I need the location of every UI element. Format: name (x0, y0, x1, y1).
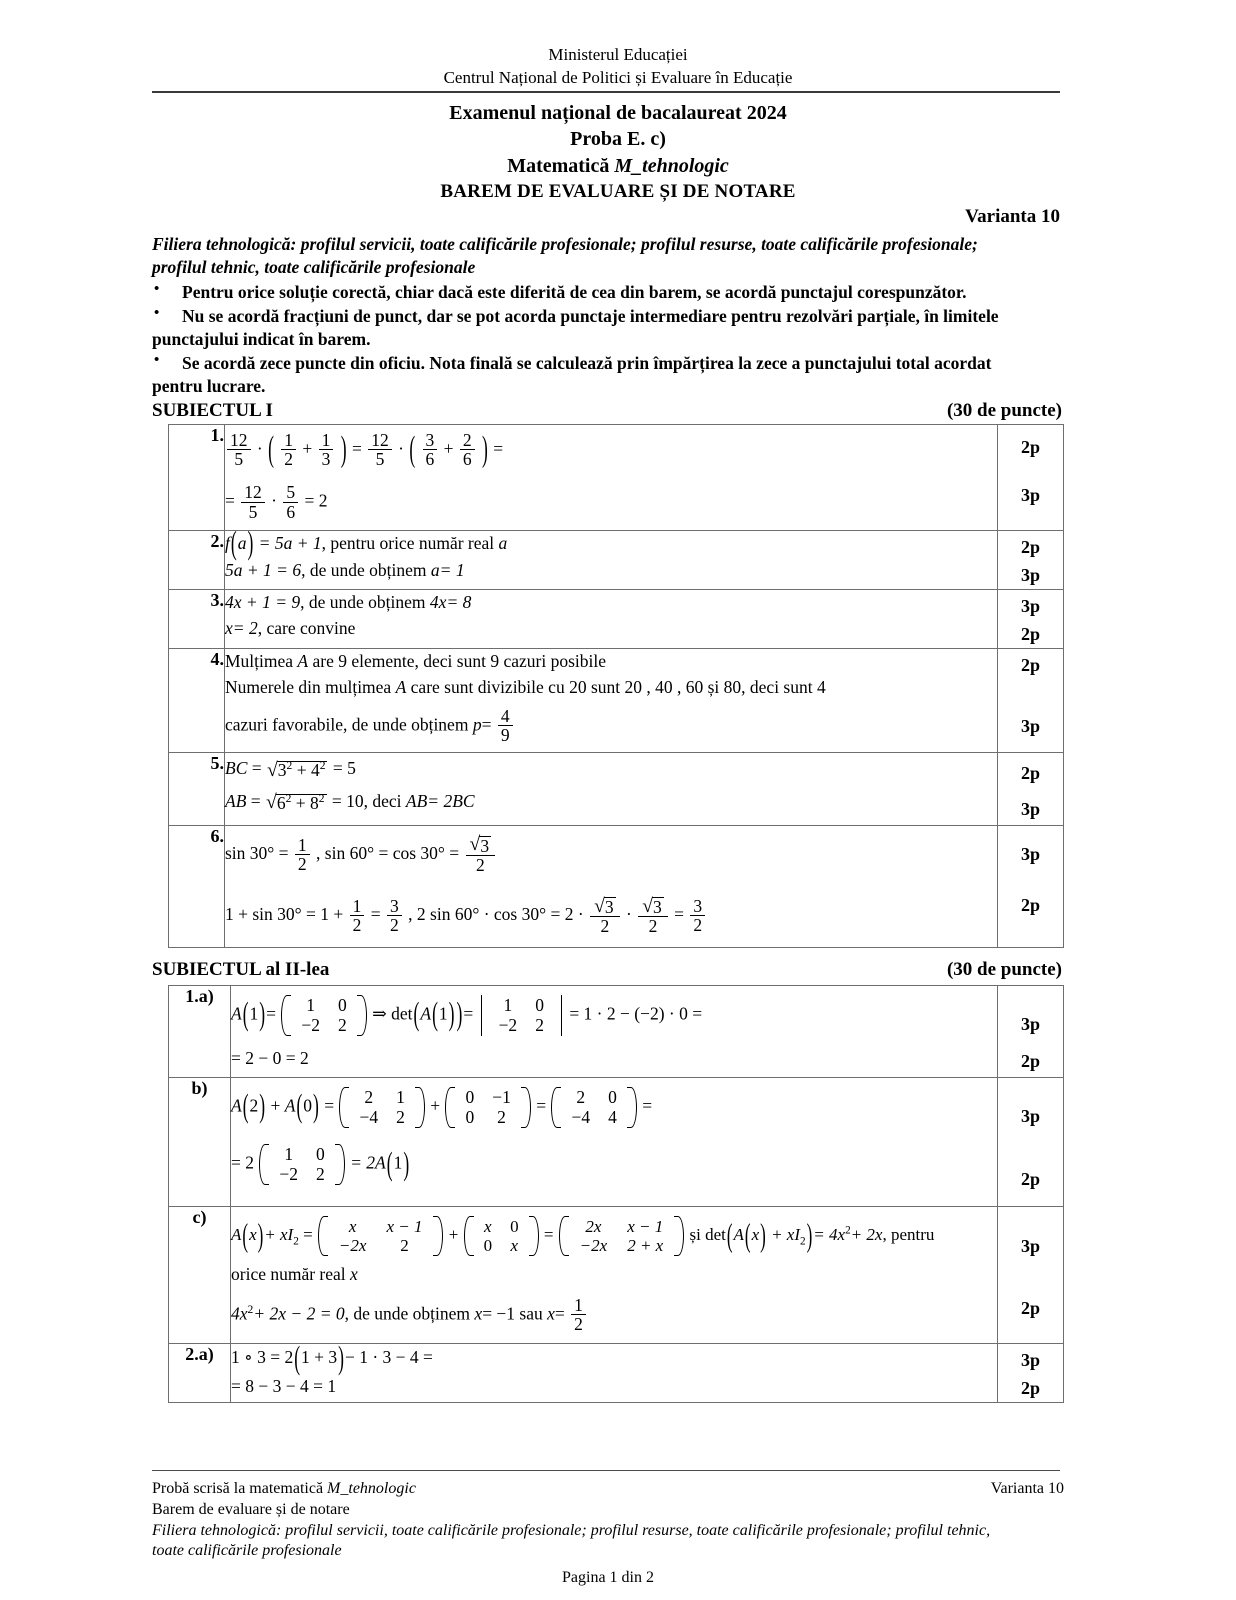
rule-text-cont: pentru lucrare. (152, 376, 266, 397)
footer-line-1 (152, 1479, 1064, 1500)
subject-2-table (168, 985, 1064, 1403)
item-number: c) (169, 1207, 231, 1344)
masthead (152, 44, 1084, 89)
solution-step: AB = √ $6^2 + 8^2 = 10$, deci AB= 2BC (225, 790, 475, 814)
ministry-line: Ministerul Educației (548, 45, 688, 64)
item-number: 6. (169, 826, 225, 948)
points-cell (998, 1207, 1064, 1344)
rule-text: Nu se acordă fracțiuni de punct, dar se pot acorda punctaje intermediare pentru rezolvări parțiale, în limitele (182, 306, 999, 327)
points-value: 2p (1020, 1298, 1040, 1318)
solution-cell (231, 986, 998, 1078)
item-number: 2.a) (169, 1343, 231, 1402)
points-value: 2p (1020, 763, 1040, 784)
solution-cell (231, 1337, 998, 1402)
filiera-line-1: Filiera tehnologică: profilul servicii, toate calificările profesionale; profilul resurse, toate calificările profesionale; (152, 234, 978, 254)
solution-step: = 8 − 3 − 4 = 1 (231, 1375, 337, 1396)
points-cell (998, 1343, 1064, 1402)
table-row (169, 753, 1064, 826)
points-value: 3p (1020, 1106, 1040, 1126)
list-item (152, 305, 1064, 351)
points-value: 3p (1020, 844, 1040, 865)
solution-cell (231, 1207, 998, 1344)
solution-step: BC = √ $3^2 + 4^2 = 5$ (225, 758, 356, 781)
item-number: 1.a) (169, 986, 231, 1078)
solution-step: cazuri favorabile, de unde obținem p= $\frac{4}{9}$ (225, 700, 997, 752)
varianta-label: Varianta 10 (965, 206, 1060, 227)
table-row (169, 648, 1064, 752)
subject-2-points: (30 de puncte) (946, 959, 1062, 980)
table-row (169, 589, 1064, 648)
title-block (152, 100, 1084, 204)
matrix: x 0 0 x (464, 1217, 539, 1255)
solution-cell (225, 753, 998, 826)
matrix: 2x x − 1 −2x 2 + x (559, 1217, 685, 1255)
matrix: 1 0 −2 2 (259, 1145, 344, 1184)
footer-line-3: Filiera tehnologică: profilul servicii, toate calificările profesionale; profilul resurse, toate calificările profesionale; profilul tehnic, (152, 1521, 991, 1539)
subject-2-title: SUBIECTUL al II-lea (152, 959, 330, 980)
solution-step: $4x^2+ 2x - 2 = 0$, de unde obținem x= −1 sau x= $\frac{1}{2}$ (231, 1288, 997, 1343)
rule-text: Pentru orice soluție corectă, chiar dacă este diferită de cea din barem, se acordă punctajul corespunzător. (182, 282, 967, 302)
points-value: 3p (1020, 595, 1040, 616)
subject-label: Matematică M_tehnologic (507, 154, 729, 177)
points-cell (998, 425, 1064, 531)
bullet-icon: • (154, 352, 160, 369)
solution-step: 1 + sin 30° = 1 + $\frac{1}{2}$ = $\frac{3}{2}$ , 2 sin 60° · cos 30° = 2 · √ 3 2 · √ 3 2 = $\frac{3}{2}$ (225, 885, 997, 946)
footer-line-2: Barem de evaluare și de notare (152, 1500, 350, 1518)
points-value: 2p (1020, 536, 1040, 557)
footer-varianta: Varianta 10 (990, 1480, 1064, 1497)
solution-step: orice număr real x (231, 1264, 358, 1285)
proba-label: Proba E. c) (570, 128, 666, 151)
filiera-line-2: profilul tehnic, toate calificările profesionale (152, 257, 476, 278)
matrix: x x − 1 −2x 2 (318, 1217, 444, 1255)
solution-step: $\frac{12}{5}$ · ( $\frac{1}{2}$ + $\frac{1}{3}$ ) = $\frac{12}{5}$ · ( $\frac{3}{6}$ + $\frac{2}{6}$ ) = (225, 425, 997, 477)
matrix: 1 0 −2 2 (281, 996, 366, 1035)
points-value: 2p (1020, 623, 1040, 644)
item-number: 2. (169, 530, 225, 589)
bullet-icon: • (154, 305, 160, 322)
table-row (169, 986, 1064, 1078)
points-cell (998, 648, 1064, 752)
subject-1-title: SUBIECTUL I (152, 400, 273, 421)
points-value: 2p (1020, 654, 1040, 675)
points-value: 2p (1020, 1377, 1040, 1398)
rule-text-cont: punctajului indicat în barem. (152, 329, 371, 350)
page-number: Pagina 1 din 2 (562, 1569, 654, 1587)
grading-rules-list (152, 281, 1064, 399)
matrix: 2 0 −4 4 (551, 1088, 636, 1127)
item-number: 3. (169, 589, 225, 648)
subject-2-heading (152, 959, 1062, 981)
barem-title: BAREM DE EVALUARE ȘI DE NOTARE (440, 181, 796, 203)
page-footer (152, 1479, 1064, 1589)
points-value: 2p (1020, 1051, 1040, 1071)
footer-exam-label: Probă scrisă la matematică M_tehnologic (152, 1480, 416, 1497)
solution-step: = 2 − 0 = 2 (231, 1048, 309, 1069)
points-cell (998, 589, 1064, 648)
list-item (152, 281, 1064, 304)
table-row (169, 826, 1064, 948)
solution-cell (225, 826, 998, 948)
points-value: 3p (1020, 564, 1040, 585)
solution-cell (231, 1078, 998, 1207)
solution-step: $A(x)+ xI_2$ = x x − 1 −2x 2 + x 0 0 x = 2x x − 1 −2x 2 + x și $\det(A(x) + xI_2)= 4x^2+ 2x$, pentru (231, 1217, 935, 1256)
subject-1-table (168, 424, 1064, 948)
table-row (169, 1078, 1064, 1207)
points-value: 2p (1020, 437, 1040, 457)
filiera-note (152, 233, 1064, 279)
subject-code: M_tehnologic (614, 154, 729, 177)
determinant: 1 0 −2 2 (479, 996, 564, 1035)
points-value: 3p (1020, 1236, 1040, 1256)
subject-1-points: (30 de puncte) (946, 400, 1062, 421)
solution-step: x= 2, care convine (225, 618, 356, 639)
center-line: Centrul Național de Politici și Evaluare în Educație (443, 67, 793, 87)
header-divider (152, 91, 1060, 93)
solution-step: Numerele din mulțimea A care sunt divizibile cu 20 sunt 20 , 40 , 60 și 80, deci sunt 4 (225, 677, 826, 698)
points-cell (998, 826, 1064, 948)
points-cell (998, 1078, 1064, 1207)
item-number: b) (169, 1078, 231, 1207)
solution-cell (225, 648, 998, 752)
solution-step: 1 ∘ 3 = 2(1 + 3)− 1 · 3 − 4 = (231, 1337, 433, 1376)
table-row (169, 530, 1064, 589)
solution-step: Mulțimea A are 9 elemente, deci sunt 9 cazuri posibile (225, 650, 606, 671)
solution-cell (225, 589, 998, 648)
list-item (152, 352, 1064, 398)
points-value: 2p (1020, 895, 1040, 916)
exam-title: Examenul național de bacalaureat 2024 (449, 102, 787, 124)
item-number: 5. (169, 753, 225, 826)
rule-text: Se acordă zece puncte din oficiu. Nota finală se calculează prin împărțirea la zece a punctajului total acordat (182, 353, 992, 374)
matrix: 0 −1 0 2 (445, 1088, 530, 1127)
solution-step: f(a) = 5a + 1, pentru orice număr real a (225, 523, 508, 562)
solution-step: 5a + 1 = 6, de unde obținem a= 1 (225, 560, 465, 581)
points-value: 3p (1020, 1014, 1040, 1034)
points-value: 3p (1020, 485, 1040, 505)
points-value: 3p (1020, 715, 1040, 736)
solution-step: = $\frac{12}{5}$ · $\frac{5}{6}$ = 2 (225, 482, 328, 522)
solution-step: A(1)= 1 0 −2 2 ⇒ det(A(1) )= 1 0 −2 2 = 1 · 2 − (−2) · 0 = (231, 994, 703, 1035)
solution-cell (225, 523, 998, 589)
footer-divider (152, 1470, 1060, 1471)
footer-line-4: toate calificările profesionale (152, 1542, 342, 1560)
table-row (169, 1343, 1064, 1402)
solution-step: = 2 1 0 −2 2 = 2A(1) (231, 1143, 410, 1184)
points-cell (998, 530, 1064, 589)
solution-step: sin 30° = $\frac{1}{2}$ , sin 60° = cos 30° = √ 3 2 (225, 826, 997, 885)
points-cell (998, 753, 1064, 826)
points-cell (998, 986, 1064, 1078)
matrix: 2 1 −4 2 (339, 1088, 424, 1127)
points-value: 3p (1020, 799, 1040, 820)
bullet-icon: • (154, 281, 160, 297)
item-number: 4. (169, 648, 225, 752)
points-value: 3p (1020, 1349, 1040, 1370)
points-value: 2p (1020, 1169, 1040, 1189)
table-row (169, 425, 1064, 531)
solution-step: 4x + 1 = 9, de unde obținem 4x= 8 (225, 591, 472, 612)
item-number: 1. (169, 425, 225, 531)
solution-step: A(2) + A(0) = 2 1 −4 2 + 0 −1 0 2 = 2 0 −4 4 = (231, 1086, 653, 1127)
subject-1-heading (152, 400, 1062, 422)
table-row (169, 1207, 1064, 1344)
solution-cell (225, 425, 998, 531)
